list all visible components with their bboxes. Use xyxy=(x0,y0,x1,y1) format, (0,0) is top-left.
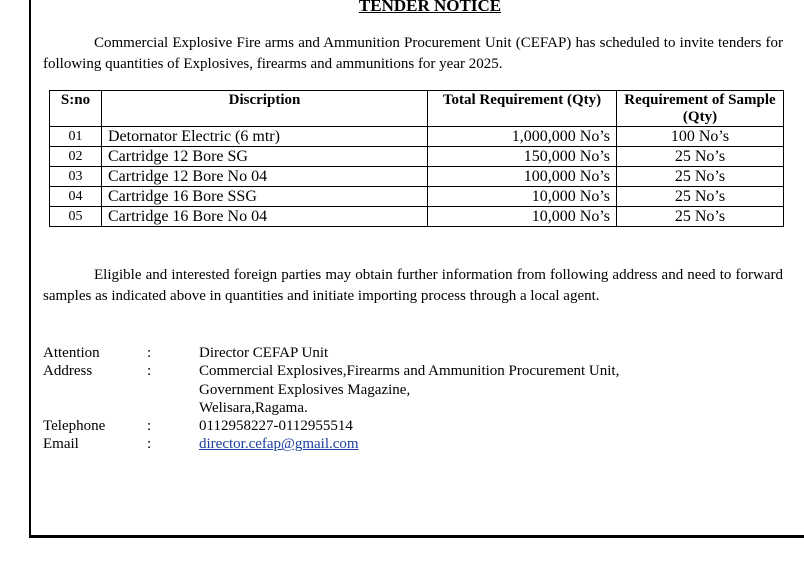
telephone-value: 0112958227-0112955514 xyxy=(199,418,353,435)
notice-title: TENDER NOTICE xyxy=(358,0,502,15)
address-row xyxy=(43,362,699,417)
email-link[interactable]: director.cefap@gmail.com xyxy=(199,436,359,453)
row-description: Cartridge 16 Bore No 04 xyxy=(102,207,428,227)
address-line: Commercial Explosives,Firearms and Ammunition Procurement Unit, xyxy=(199,363,620,380)
row-description: Detornator Electric (6 mtr) xyxy=(102,127,428,147)
email-label: Email xyxy=(43,436,79,453)
header-description: Discription xyxy=(102,91,428,127)
row-description: Cartridge 12 Bore SG xyxy=(102,147,428,167)
row-total: 150,000 No’s xyxy=(428,147,617,167)
telephone-row xyxy=(43,417,699,435)
row-description: Cartridge 12 Bore No 04 xyxy=(102,167,428,187)
eligibility-paragraph xyxy=(43,265,783,307)
intro-paragraph xyxy=(43,33,783,75)
contact-block xyxy=(43,344,699,454)
address-line: Government Explosives Magazine, xyxy=(199,381,411,398)
email-row xyxy=(43,435,699,453)
intro-text: Commercial Explosive Fire arms and Ammunition Procurement Unit (CEFAP) has scheduled to invite tenders for following quantities of Explosives, firearms and ammunitions for year 2025. xyxy=(43,35,783,72)
separator: : xyxy=(147,418,152,435)
row-sample: 100 No’s xyxy=(617,127,784,147)
row-no: 01 xyxy=(50,127,102,147)
row-no: 02 xyxy=(50,147,102,167)
address-label: Address xyxy=(43,363,93,380)
row-sample: 25 No’s xyxy=(617,187,784,207)
header-total: Total Requirement (Qty) xyxy=(428,91,617,127)
attention-label: Attention xyxy=(43,345,100,361)
separator: : xyxy=(147,345,152,361)
eligibility-text: Eligible and interested foreign parties may obtain further information from following address and need to forward samples as indicated above in quantities and initiate importing process through a local agent. xyxy=(43,267,783,304)
address-value xyxy=(199,362,699,417)
row-total: 10,000 No’s xyxy=(428,207,617,227)
row-total: 10,000 No’s xyxy=(428,187,617,207)
header-sample: Requirement of Sample (Qty) xyxy=(617,91,784,127)
telephone-label: Telephone xyxy=(43,418,106,435)
attention-value: Director CEFAP Unit xyxy=(199,345,329,361)
header-sno: S:no xyxy=(50,91,102,127)
row-sample: 25 No’s xyxy=(617,147,784,167)
table-row xyxy=(50,187,784,207)
row-sample: 25 No’s xyxy=(617,207,784,227)
row-no: 03 xyxy=(50,167,102,187)
row-no: 05 xyxy=(50,207,102,227)
table-header-row xyxy=(50,91,784,127)
separator: : xyxy=(147,363,152,380)
separator: : xyxy=(147,436,152,453)
table-row xyxy=(50,127,784,147)
row-description: Cartridge 16 Bore SSG xyxy=(102,187,428,207)
table-row xyxy=(50,147,784,167)
row-total: 1,000,000 No’s xyxy=(428,127,617,147)
row-total: 100,000 No’s xyxy=(428,167,617,187)
requirements-table xyxy=(49,90,784,227)
address-line: Welisara,Ragama. xyxy=(199,399,308,416)
table-row xyxy=(50,167,784,187)
row-no: 04 xyxy=(50,187,102,207)
table-row xyxy=(50,207,784,227)
attention-row xyxy=(43,344,699,362)
row-sample: 25 No’s xyxy=(617,167,784,187)
